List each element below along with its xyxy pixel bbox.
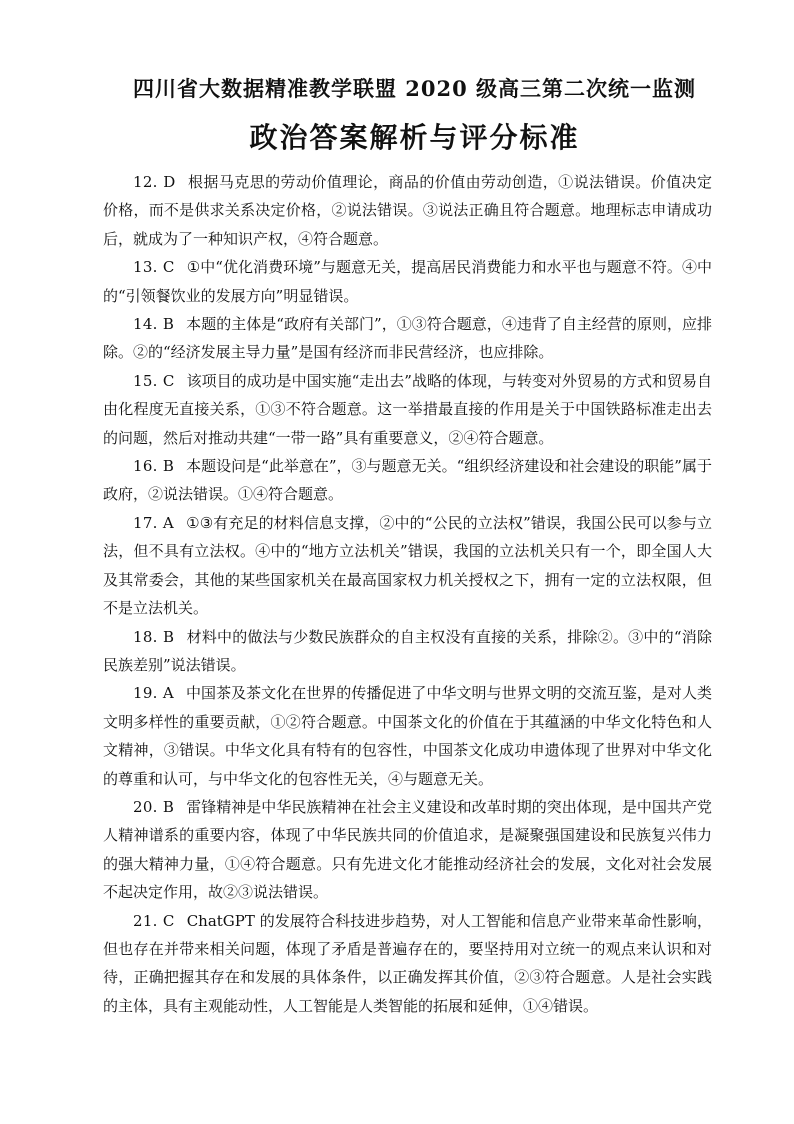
answer-explanation: 本题设问是“此举意在”，③与题意无关。“组织经济建设和社会建设的职能”属于政府，②说法错误。①④符合题意。 (103, 457, 712, 504)
answer-explanation: 雷锋精神是中华民族精神在社会主义建设和改革时期的突出体现，是中国共产党人精神谱系的重要内容，体现了中华民族共同的价值追求，是凝聚强国建设和民族复兴伟力的强大精神力量，①④符合题意。只有先进文化才能推动经济社会的发展，文化对社会发展不起决定作用，故②③说法错误。 (103, 797, 712, 902)
answer-number: 19. A (133, 684, 174, 703)
answer-item-18 (103, 623, 712, 680)
answer-number: 20. B (133, 797, 175, 816)
answer-explanation: ChatGPT 的发展符合科技进步趋势，对人工智能和信息产业带来革命性影响，但也存在并带来相关问题，体现了矛盾是普遍存在的，要坚持用对立统一的观点来认识和对待，正确把握其存在和发展的具体条件，以正确发挥其价值，②③符合题意。人是社会实践的主体，具有主观能动性，人工智能是人类智能的拓展和延伸，①④错误。 (103, 911, 712, 1015)
answer-explanation: 中国茶及茶文化在世界的传播促进了中华文明与世界文明的交流互鉴，是对人类文明多样性的重要贡献，①②符合题意。中国茶文化的价值在于其蕴涵的中华文化特色和人文精神，③错误。中华文化具有特有的包容性，中国茶文化成功申遗体现了世界对中华文化的尊重和认可，与中华文化的包容性无关，④与题意无关。 (103, 684, 712, 788)
answer-number: 15. C (133, 371, 175, 390)
answer-explanation: 该项目的成功是中国实施“走出去”战略的体现，与转变对外贸易的方式和贸易自由化程度无直接关系，①③不符合题意。这一举措最直接的作用是关于中国铁路标准走出去的问题，然后对推动共建“一带一路”具有重要意义，②④符合题意。 (103, 371, 712, 447)
answer-item-20 (103, 793, 712, 907)
answer-explanation: 本题的主体是“政府有关部门”，①③符合题意，④违背了自主经营的原则，应排除。②的“经济发展主导力量”是国有经济而非民营经济，也应排除。 (103, 315, 712, 362)
answer-explanation: 材料中的做法与少数民族群众的自主权没有直接的关系，排除②。③中的“消除民族差别”说法错误。 (103, 627, 712, 674)
answer-number: 21. C (133, 911, 175, 930)
answer-number: 18. B (133, 627, 175, 646)
answer-number: 12. D (133, 173, 176, 191)
answer-explanation: ①中“优化消费环境”与题意无关，提高居民消费能力和水平也与题意不符。④中的“引领餐饮业的发展方向”明显错误。 (103, 258, 712, 305)
answer-item-16 (103, 452, 712, 509)
answer-item-21 (103, 907, 712, 1021)
answer-item-15 (103, 367, 712, 452)
answer-item-19 (103, 679, 712, 793)
answer-explanation: ①③有充足的材料信息支撑，②中的“公民的立法权”错误，我国公民可以参与立法，但不具有立法权。④中的“地方立法机关”错误，我国的立法机关只有一个，即全国人大及其常委会，其他的某些国家机关在最高国家权力机关授权之下，拥有一定的立法权限，但不是立法机关。 (103, 513, 712, 618)
answer-list (103, 168, 712, 1020)
answer-number: 16. B (133, 457, 175, 476)
answer-item-17 (103, 509, 712, 623)
document-subtitle: 政治答案解析与评分标准 (249, 121, 580, 154)
answer-item-12 (103, 168, 712, 253)
answer-item-13 (103, 253, 712, 310)
answer-explanation: 根据马克思的劳动价值理论，商品的价值由劳动创造，①说法错误。价值决定价格，而不是供求关系决定价格，②说法错误。③说法正确且符合题意。地理标志申请成功后，就成为了一种知识产权，④符合题意。 (103, 173, 712, 248)
document-title: 四川省大数据精准教学联盟 2020 级高三第二次统一监测 (132, 76, 697, 101)
answer-number: 17. A (133, 513, 175, 532)
answer-item-14 (103, 310, 712, 367)
answer-number: 13. C (133, 258, 175, 277)
answer-number: 14. B (133, 315, 175, 334)
